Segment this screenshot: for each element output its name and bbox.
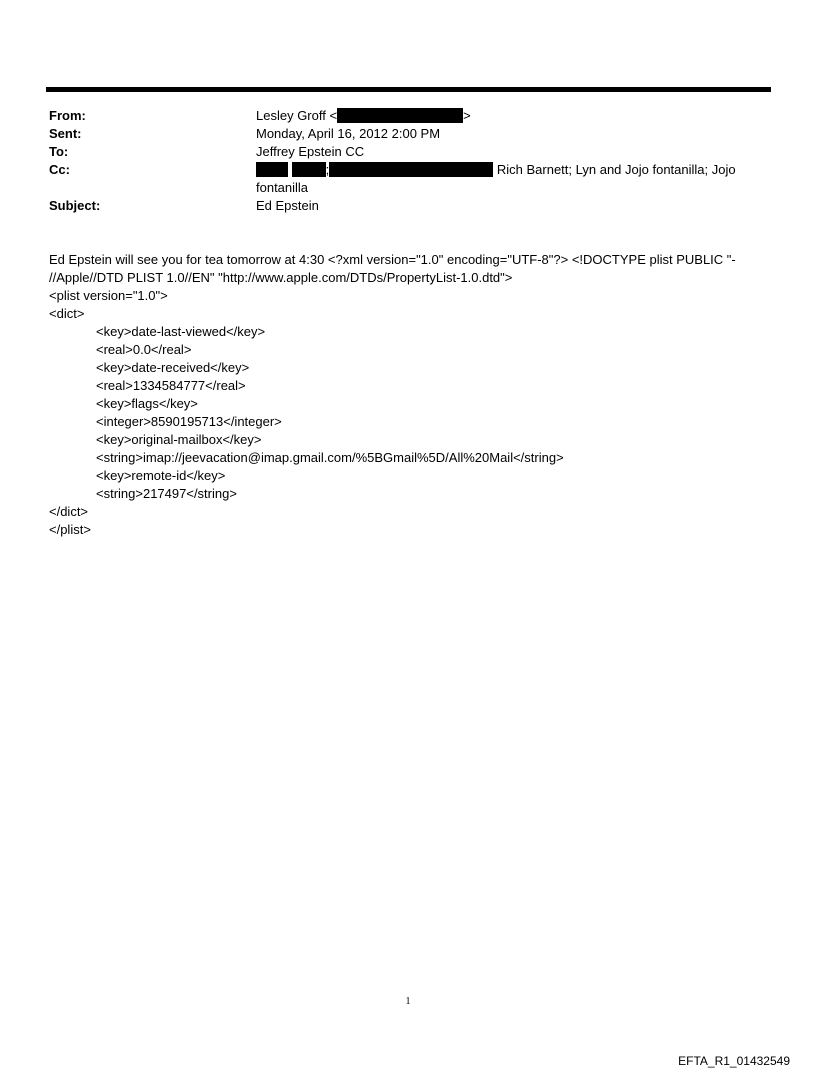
from-label: From:: [49, 108, 86, 123]
sent-row: [49, 125, 769, 143]
body-line: Ed Epstein will see you for tea tomorrow at 4:30 <?xml version="1.0" encoding="UTF-8"?> <!DOCTYPE plist PUBLIC "-: [49, 252, 736, 267]
document-id: EFTA_R1_01432549: [678, 1054, 790, 1068]
body-line: <key>date-last-viewed</key>: [96, 324, 266, 339]
header-divider: [46, 87, 771, 92]
body-line: <key>original-mailbox</key>: [96, 432, 262, 447]
body-line: </dict>: [49, 504, 89, 519]
sent-value: Monday, April 16, 2012 2:00 PM: [256, 126, 441, 141]
from-row: [49, 107, 769, 125]
redaction-block: [337, 108, 463, 123]
from-name: Lesley Groff <: [256, 108, 338, 123]
cc-names-wrap: fontanilla: [256, 180, 309, 195]
body-line: </plist>: [49, 522, 91, 537]
body-line: <string>imap://jeevacation@imap.gmail.com/%5BGmail%5D/All%20Mail</string>: [96, 450, 564, 465]
body-line: <real>0.0</real>: [96, 342, 192, 357]
redaction-block: [329, 162, 493, 177]
body-line: //Apple//DTD PLIST 1.0//EN" "http://www.apple.com/DTDs/PropertyList-1.0.dtd">: [49, 270, 513, 285]
from-value: [256, 107, 769, 125]
body-line: <dict>: [49, 306, 85, 321]
redaction-block: [256, 162, 288, 177]
email-body: [49, 251, 769, 539]
to-value: Jeffrey Epstein CC: [256, 144, 365, 159]
subject-row: [49, 197, 769, 215]
redaction-block: [292, 162, 326, 177]
to-label: To:: [49, 144, 69, 159]
cc-names: Rich Barnett; Lyn and Jojo fontanilla; Jojo: [496, 162, 736, 177]
to-row: [49, 143, 769, 161]
body-line: <integer>8590195713</integer>: [96, 414, 282, 429]
from-close: >: [463, 108, 471, 123]
cc-row: [49, 161, 769, 197]
body-line: <key>flags</key>: [96, 396, 198, 411]
cc-value: [256, 161, 769, 197]
body-line: <string>217497</string>: [96, 486, 237, 501]
body-line: <key>remote-id</key>: [96, 468, 226, 483]
subject-label: Subject:: [49, 198, 101, 213]
body-line: <plist version="1.0">: [49, 288, 168, 303]
sent-label: Sent:: [49, 126, 82, 141]
cc-separator: ;: [325, 162, 330, 177]
cc-label: Cc:: [49, 162, 70, 177]
email-header: [49, 107, 769, 215]
page-number: 1: [405, 996, 411, 1007]
body-line: <key>date-received</key>: [96, 360, 250, 375]
subject-value: Ed Epstein: [256, 198, 319, 213]
body-line: <real>1334584777</real>: [96, 378, 246, 393]
